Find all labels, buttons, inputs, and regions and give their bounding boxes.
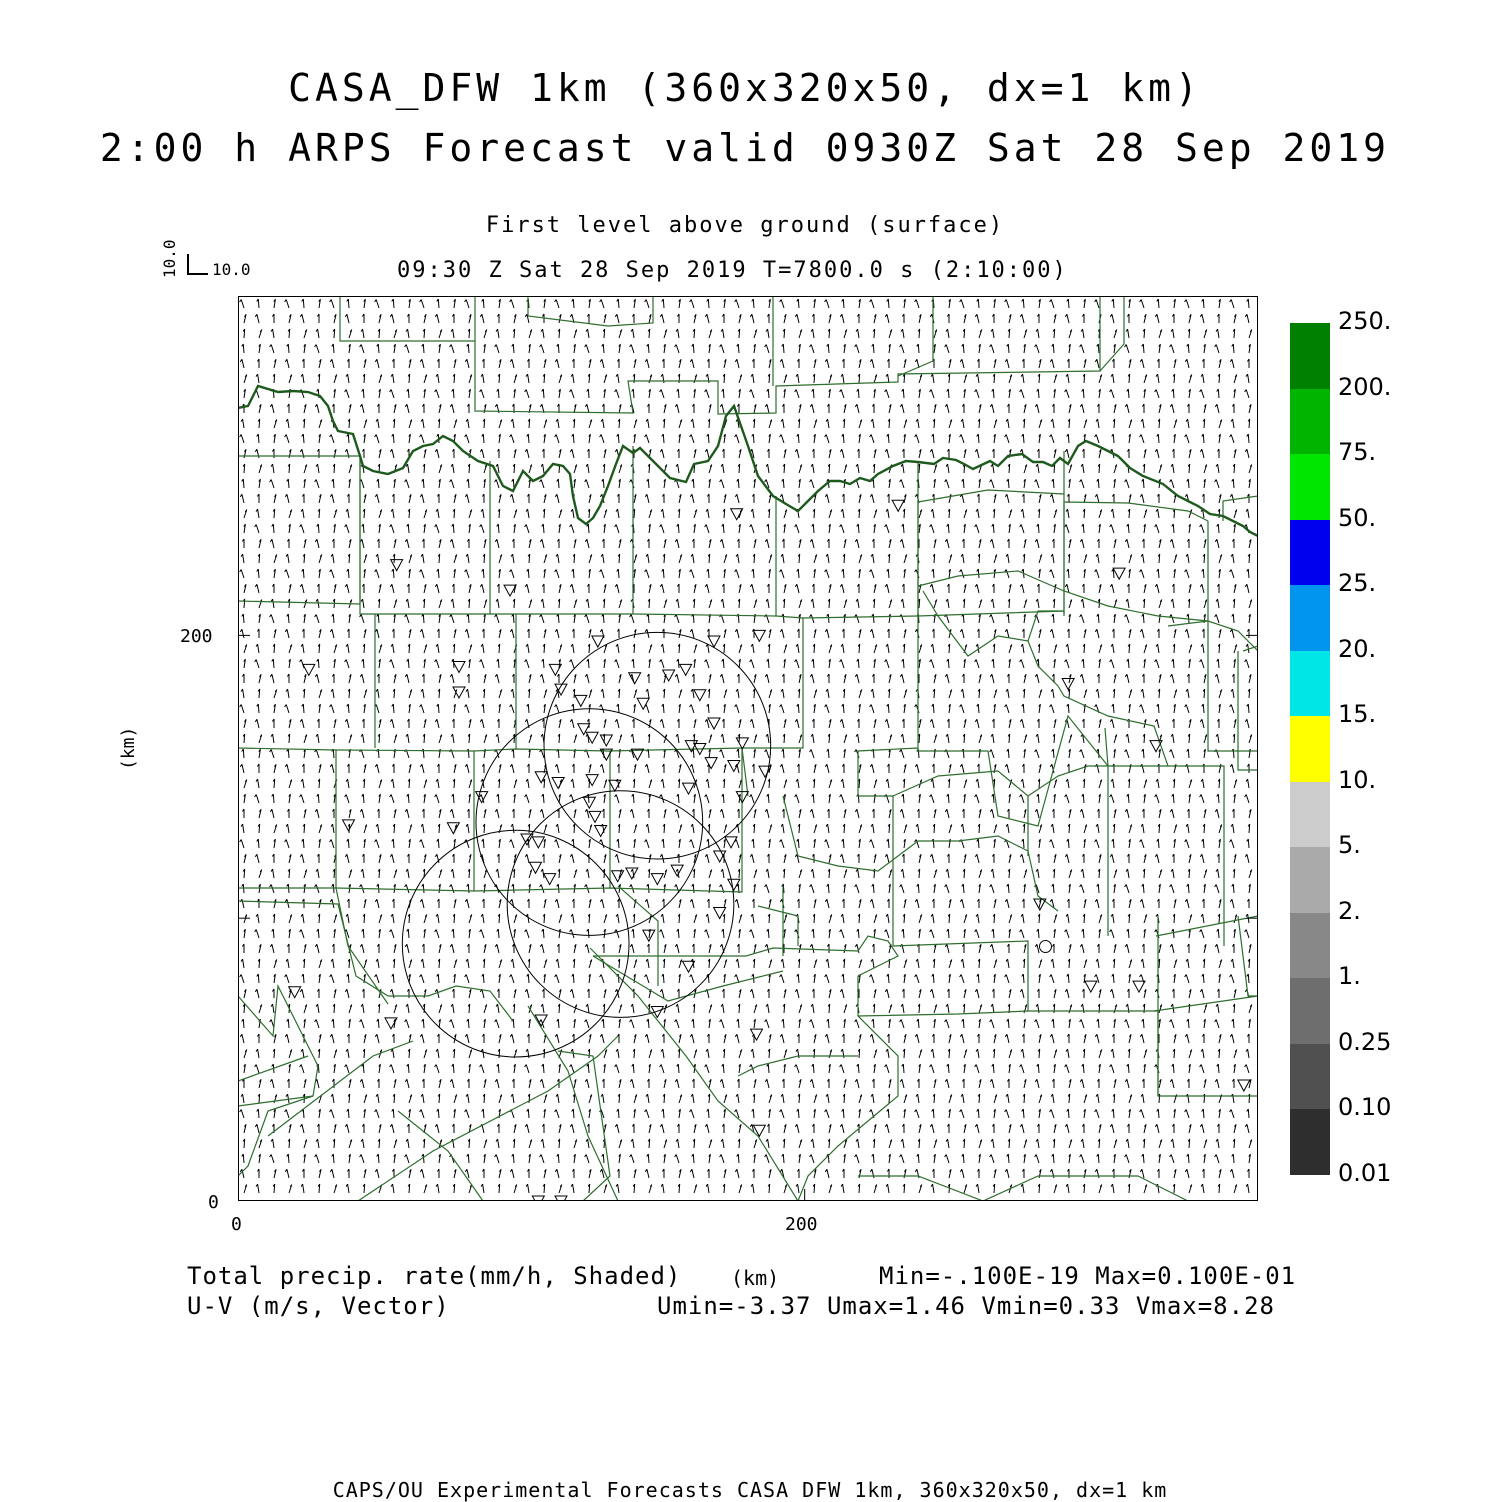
valid-time-line: 09:30 Z Sat 28 Sep 2019 T=7800.0 s (2:10:00) (397, 258, 1068, 283)
colorbar-swatch (1290, 651, 1330, 717)
station-marker (303, 664, 315, 675)
colorbar (1290, 323, 1330, 1175)
station-marker (589, 811, 601, 822)
state-border-line (238, 386, 1258, 536)
colorbar-label: 200. (1338, 372, 1392, 401)
colorbar-swatch (1290, 1044, 1330, 1110)
y-tick-label-200: 200 (180, 626, 213, 647)
colorbar-label: 0.01 (1338, 1159, 1392, 1187)
station-marker (892, 500, 904, 511)
colorbar-label: 0.25 (1338, 1027, 1392, 1056)
station-marker (714, 908, 726, 919)
colorbar-swatch (1290, 847, 1330, 913)
station-marker (600, 735, 612, 746)
level-subtitle: First level above ground (surface) (485, 213, 1005, 238)
station-marker (595, 826, 607, 837)
station-marker (391, 560, 403, 571)
chart-title-line2: 2:00 h ARPS Forecast valid 0930Z Sat 28 Sep 2019 (99, 126, 1391, 170)
colorbar-label: 20. (1338, 634, 1377, 663)
station-marker (1133, 981, 1145, 992)
colorbar-label: 2. (1338, 896, 1361, 925)
station-marker (612, 871, 624, 882)
colorbar-label: 5. (1338, 831, 1361, 860)
min-max-stats: Min=-.100E-19 Max=0.100E-01 (879, 1262, 1297, 1290)
colorbar-label: 0.10 (1338, 1093, 1392, 1122)
station-marker (651, 874, 663, 885)
wind-vectors (240, 299, 1252, 1193)
station-marker (1113, 568, 1125, 579)
colorbar-swatch (1290, 454, 1330, 520)
station-marker (535, 772, 547, 783)
x-axis-label: (km) (731, 1266, 780, 1290)
colorbar-label: 15. (1338, 700, 1377, 729)
station-marker (552, 777, 564, 788)
x-tick-label-0: 0 (231, 1214, 242, 1235)
colorbar-label: 25. (1338, 569, 1377, 598)
station-marker (753, 630, 765, 641)
colorbar-swatch (1290, 520, 1330, 586)
station-circle-marker (1040, 940, 1052, 952)
station-marker (447, 823, 459, 834)
station-marker (694, 690, 706, 701)
vector-field-legend: U-V (m/s, Vector) (187, 1292, 450, 1320)
colorbar-label: 10. (1338, 765, 1377, 794)
station-marker (586, 775, 598, 786)
x-tick-label-200: 200 (785, 1214, 818, 1235)
colorbar-label: 1. (1338, 962, 1361, 991)
radar-ring-3 (507, 791, 734, 1018)
station-marker (643, 930, 655, 941)
colorbar-swatch (1290, 389, 1330, 455)
radar-ring-4 (402, 830, 629, 1057)
colorbar-label: 250. (1338, 307, 1392, 335)
wind-vector-field (240, 299, 1252, 1193)
colorbar-label: 75. (1338, 438, 1377, 467)
vector-scale-u-label: 10.0 (212, 260, 251, 279)
colorbar-swatch (1290, 978, 1330, 1044)
colorbar-swatch (1290, 716, 1330, 782)
map-panel (238, 296, 1258, 1201)
chart-title-line1: CASA_DFW 1km (360x320x50, dx=1 km) (288, 66, 1202, 110)
y-axis-label: (km) (118, 726, 139, 770)
station-marker (592, 636, 604, 647)
colorbar-label: 50. (1338, 503, 1377, 532)
station-marker (629, 673, 641, 684)
colorbar-swatch (1290, 913, 1330, 979)
uv-stats: Umin=-3.37 Umax=1.46 Vmin=0.33 Vmax=8.28 (657, 1292, 1275, 1320)
station-marker (680, 664, 692, 675)
station-marker (544, 874, 556, 885)
station-marker (1238, 1080, 1250, 1091)
colorbar-swatch (1290, 782, 1330, 848)
station-marker (578, 724, 590, 735)
colorbar-swatch (1290, 585, 1330, 651)
station-marker (708, 718, 720, 729)
station-marker (725, 837, 737, 848)
colorbar-swatch (1290, 323, 1330, 389)
footer-caption: CAPS/OU Experimental Forecasts CASA DFW 1km, 360x320x50, dx=1 km (332, 1478, 1168, 1502)
station-marker (751, 1029, 763, 1040)
station-marker (532, 837, 544, 848)
station-marker (683, 783, 695, 794)
station-marker (575, 695, 587, 706)
y-tick-label-0: 0 (208, 1192, 219, 1213)
vector-scale-v-label: 10.0 (160, 239, 179, 278)
colorbar-swatch (1290, 1109, 1330, 1175)
station-marker (1085, 981, 1097, 992)
station-marker (1062, 678, 1074, 689)
fill-field-legend: Total precip. rate(mm/h, Shaded) (187, 1262, 682, 1290)
station-marker (753, 1125, 765, 1136)
station-marker (705, 758, 717, 769)
station-marker (736, 738, 748, 749)
vector-scale-arrow-icon (186, 254, 210, 278)
station-marker (453, 661, 465, 672)
